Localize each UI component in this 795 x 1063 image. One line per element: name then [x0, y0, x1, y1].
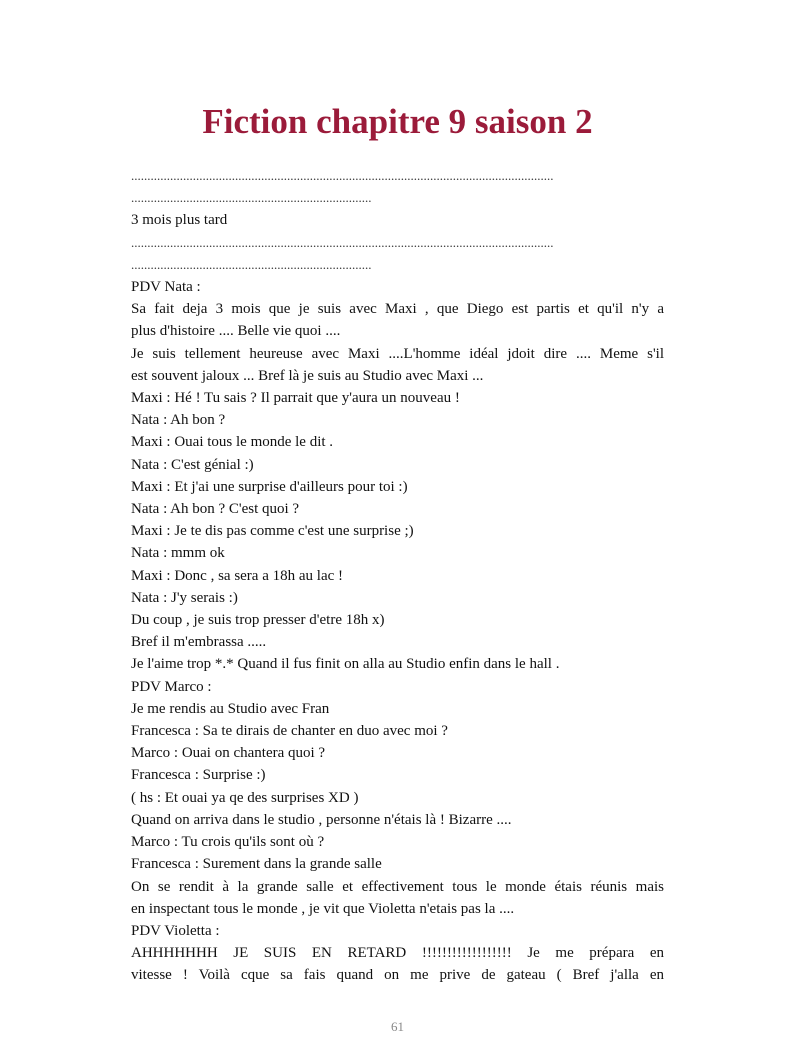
text-line: PDV Marco :	[131, 678, 212, 695]
text-line: Maxi : Ouai tous le monde le dit .	[131, 434, 334, 451]
text-line: est souvent jaloux ... Bref là je suis au Studio avec Maxi ...	[131, 367, 484, 384]
text-line: 3 mois plus tard	[131, 212, 228, 229]
text-line: Nata : Ah bon ? C'est quoi ?	[131, 501, 300, 518]
text-line: Je me rendis au Studio avec Fran	[131, 700, 330, 717]
text-line: vitesse ! Voilà cque sa fais quand on me prive de gateau ( Bref j'alla en	[131, 967, 664, 984]
dotted-separator: ..........................................................................	[131, 256, 372, 272]
text-line: Marco : Ouai on chantera quoi ?	[131, 745, 326, 762]
text-line: Francesca : Surprise :)	[131, 767, 266, 784]
text-line: Je l'aime trop *.* Quand il fus finit on alla au Studio enfin dans le hall .	[131, 656, 560, 673]
text-line: PDV Violetta :	[131, 922, 220, 939]
text-line: Quand on arriva dans le studio , personne n'étais là ! Bizarre ....	[131, 811, 512, 828]
text-line: Je suis tellement heureuse avec Maxi ....L'homme idéal jdoit dire .... Meme s'il	[131, 345, 664, 362]
document-body	[131, 165, 664, 987]
text-line: PDV Nata :	[131, 279, 201, 296]
text-line: Nata : mmm ok	[131, 545, 225, 562]
text-line: Nata : Ah bon ?	[131, 412, 226, 429]
dotted-separator: ..........................................................................	[131, 190, 372, 206]
text-line: AHHHHHHH JE SUIS EN RETARD !!!!!!!!!!!!!!!!!! Je me prépara en	[131, 945, 664, 962]
text-line: Maxi : Je te dis pas comme c'est une surprise ;)	[131, 523, 414, 540]
text-line: Maxi : Et j'ai une surprise d'ailleurs pour toi :)	[131, 478, 408, 495]
text-line: Bref il m'embrassa .....	[131, 634, 267, 651]
text-line: Du coup , je suis trop presser d'etre 18h x)	[131, 612, 385, 629]
page-title: Fiction chapitre 9 saison 2	[202, 102, 593, 141]
text-line: Maxi : Donc , sa sera a 18h au lac !	[131, 567, 344, 584]
text-line: Nata : C'est génial :)	[131, 456, 254, 473]
text-line: ( hs : Et ouai ya qe des surprises XD )	[131, 789, 359, 806]
text-line: Sa fait deja 3 mois que je suis avec Maxi , que Diego est partis et qu'il n'y a	[131, 301, 664, 318]
text-line: en inspectant tous le monde , je vit que Violetta n'etais pas la ....	[131, 900, 515, 917]
dotted-separator: ..................................................................................................................................	[131, 234, 554, 250]
text-line: Francesca : Surement dans la grande salle	[131, 856, 382, 873]
text-line: Maxi : Hé ! Tu sais ? Il parrait que y'aura un nouveau !	[131, 390, 460, 407]
text-line: Marco : Tu crois qu'ils sont où ?	[131, 834, 325, 851]
page-number: 61	[391, 1019, 404, 1034]
text-line: Nata : J'y serais :)	[131, 589, 238, 606]
text-line: On se rendit à la grande salle et effectivement tous le monde étais réunis mais	[131, 878, 664, 895]
text-line: Francesca : Sa te dirais de chanter en duo avec moi ?	[131, 723, 448, 740]
dotted-separator: ..................................................................................................................................	[131, 168, 554, 183]
text-line: plus d'histoire .... Belle vie quoi ....	[131, 323, 341, 340]
